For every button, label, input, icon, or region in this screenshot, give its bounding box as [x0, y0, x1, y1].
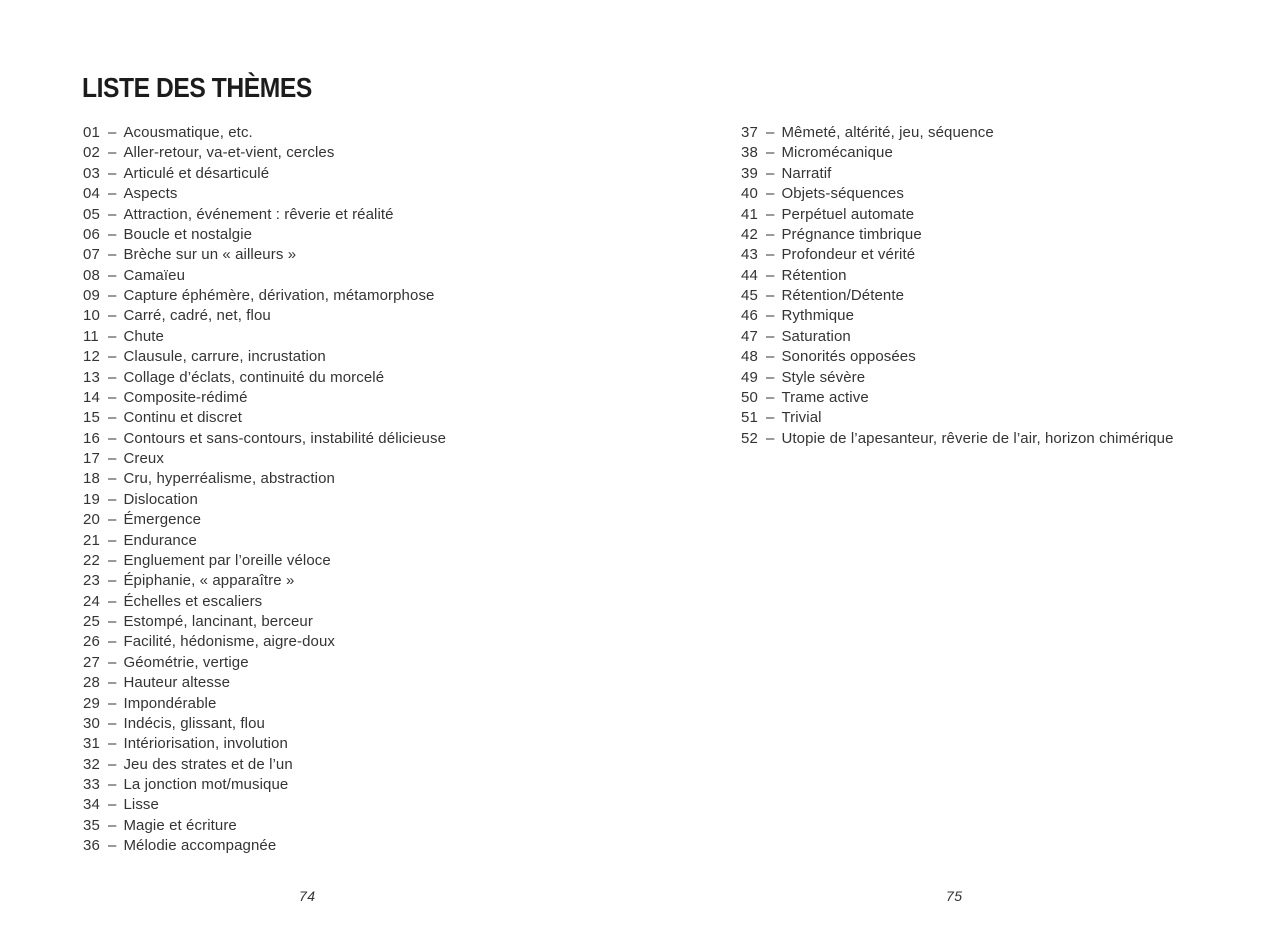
theme-separator: – — [108, 409, 117, 427]
theme-number: 36 — [83, 837, 100, 855]
theme-label: Camaïeu — [123, 266, 186, 284]
theme-item — [83, 327, 446, 347]
theme-separator: – — [108, 551, 117, 569]
theme-label: Objets-séquences — [781, 185, 904, 203]
theme-label: Sonorités opposées — [781, 348, 916, 366]
theme-label: Continu et discret — [123, 409, 242, 427]
theme-separator: – — [766, 287, 775, 304]
theme-number: 30 — [83, 714, 100, 732]
theme-item — [83, 429, 446, 449]
theme-number: 26 — [83, 633, 100, 651]
theme-separator: – — [108, 185, 117, 203]
themes-list-left — [83, 123, 446, 857]
theme-label: Épiphanie, « apparaître » — [123, 572, 295, 590]
theme-label: Prégnance timbrique — [781, 225, 922, 243]
theme-label: Contours et sans-contours, instabilité délicieuse — [123, 429, 447, 447]
theme-label: Composite-rédimé — [123, 388, 248, 406]
theme-label: Profondeur et vérité — [781, 246, 916, 264]
theme-item — [83, 653, 446, 673]
theme-number: 07 — [83, 246, 100, 264]
theme-separator: – — [108, 164, 117, 182]
theme-separator: – — [108, 776, 117, 793]
theme-item — [83, 184, 446, 204]
theme-number: 52 — [741, 429, 758, 447]
theme-separator: – — [108, 225, 117, 243]
page-number-right: 75 — [946, 888, 963, 904]
theme-separator: – — [108, 735, 117, 753]
theme-item — [741, 429, 1174, 449]
theme-separator: – — [108, 511, 117, 529]
theme-label: Mélodie accompagnée — [123, 837, 277, 855]
theme-number: 01 — [83, 124, 100, 141]
theme-separator: – — [108, 144, 117, 162]
theme-separator: – — [108, 613, 117, 630]
theme-label: Micromécanique — [781, 144, 893, 162]
theme-label: Boucle et nostalgie — [123, 225, 253, 243]
theme-label: Perpétuel automate — [781, 205, 915, 223]
theme-item — [741, 408, 1174, 428]
theme-separator: – — [108, 490, 117, 508]
theme-separator: – — [108, 755, 117, 773]
theme-label: Rétention/Détente — [781, 287, 905, 304]
theme-label: Jeu des strates et de l’un — [123, 755, 293, 773]
theme-label: Capture éphémère, dérivation, métamorphose — [123, 287, 435, 304]
theme-number: 10 — [83, 307, 100, 325]
theme-label: Narratif — [781, 164, 832, 182]
theme-label: Engluement par l’oreille véloce — [123, 551, 331, 569]
theme-item — [83, 714, 446, 734]
theme-number: 47 — [741, 327, 758, 345]
theme-number: 08 — [83, 266, 100, 284]
theme-number: 39 — [741, 164, 758, 182]
theme-item — [83, 408, 446, 428]
theme-item — [83, 632, 446, 652]
theme-label: Rythmique — [781, 307, 855, 325]
theme-number: 13 — [83, 368, 100, 386]
theme-number: 20 — [83, 511, 100, 529]
theme-item — [83, 836, 446, 856]
theme-label: Hauteur altesse — [123, 674, 231, 692]
theme-separator: – — [766, 327, 775, 345]
theme-separator: – — [108, 694, 117, 712]
theme-label: Collage d’éclats, continuité du morcelé — [123, 368, 385, 386]
theme-item — [83, 143, 446, 163]
theme-separator: – — [108, 572, 117, 590]
theme-item — [83, 449, 446, 469]
theme-number: 42 — [741, 225, 758, 243]
theme-label: Lisse — [123, 796, 159, 814]
theme-number: 14 — [83, 388, 100, 406]
theme-number: 51 — [741, 409, 758, 427]
theme-item — [741, 306, 1174, 326]
theme-item — [83, 673, 446, 693]
theme-number: 50 — [741, 388, 758, 406]
theme-separator: – — [108, 633, 117, 651]
theme-separator: – — [108, 592, 117, 610]
theme-number: 45 — [741, 287, 758, 304]
theme-label: Utopie de l’apesanteur, rêverie de l’air, horizon chimérique — [781, 429, 1174, 447]
theme-item — [83, 531, 446, 551]
theme-separator: – — [108, 653, 117, 671]
theme-number: 34 — [83, 796, 100, 814]
theme-separator: – — [766, 164, 775, 182]
theme-item — [83, 694, 446, 714]
theme-separator: – — [108, 307, 117, 325]
theme-separator: – — [108, 327, 117, 345]
theme-separator: – — [766, 368, 775, 386]
theme-separator: – — [108, 470, 117, 488]
theme-item — [741, 327, 1174, 347]
theme-number: 17 — [83, 450, 100, 467]
theme-separator: – — [766, 266, 775, 284]
theme-separator: – — [108, 837, 117, 855]
theme-number: 46 — [741, 307, 758, 325]
theme-item — [83, 795, 446, 815]
theme-separator: – — [766, 348, 775, 366]
theme-number: 11 — [83, 327, 99, 345]
theme-separator: – — [766, 388, 775, 406]
theme-item — [741, 205, 1174, 225]
theme-label: Indécis, glissant, flou — [123, 714, 265, 732]
theme-label: Endurance — [123, 531, 197, 549]
theme-separator: – — [766, 225, 775, 243]
theme-separator: – — [108, 388, 117, 406]
theme-number: 16 — [83, 429, 100, 447]
theme-label: Aspects — [123, 185, 178, 203]
page-number-left: 74 — [299, 888, 316, 904]
theme-label: Géométrie, vertige — [123, 653, 249, 671]
theme-label: Carré, cadré, net, flou — [123, 307, 271, 325]
theme-separator: – — [108, 266, 117, 284]
theme-item — [83, 286, 446, 306]
theme-label: Aller-retour, va-et-vient, cercles — [123, 144, 335, 162]
theme-item — [741, 123, 1174, 143]
theme-separator: – — [108, 368, 117, 386]
theme-separator: – — [766, 185, 775, 203]
theme-label: Trivial — [781, 409, 822, 427]
themes-list-right — [741, 123, 1174, 449]
theme-item — [83, 612, 446, 632]
theme-number: 27 — [83, 653, 100, 671]
theme-number: 21 — [83, 531, 100, 549]
theme-number: 04 — [83, 185, 100, 203]
theme-separator: – — [766, 307, 775, 325]
theme-label: Dislocation — [123, 490, 198, 508]
theme-label: La jonction mot/musique — [123, 776, 289, 793]
theme-label: Trame active — [781, 388, 869, 406]
theme-separator: – — [108, 348, 117, 366]
theme-number: 43 — [741, 246, 758, 264]
theme-item — [83, 490, 446, 510]
theme-number: 44 — [741, 266, 758, 284]
theme-label: Cru, hyperréalisme, abstraction — [123, 470, 335, 488]
theme-item — [83, 510, 446, 530]
theme-item — [83, 816, 446, 836]
theme-item — [83, 388, 446, 408]
theme-separator: – — [108, 287, 117, 304]
theme-number: 48 — [741, 348, 758, 366]
theme-number: 12 — [83, 348, 100, 366]
theme-separator: – — [108, 429, 117, 447]
theme-label: Style sévère — [781, 368, 866, 386]
theme-separator: – — [108, 124, 117, 141]
theme-separator: – — [766, 124, 775, 141]
theme-item — [83, 225, 446, 245]
theme-label: Impondérable — [123, 694, 217, 712]
theme-item — [83, 755, 446, 775]
theme-number: 24 — [83, 592, 100, 610]
theme-number: 33 — [83, 776, 100, 793]
theme-label: Intériorisation, involution — [123, 735, 288, 753]
theme-label: Échelles et escaliers — [123, 592, 263, 610]
theme-item — [83, 469, 446, 489]
theme-number: 49 — [741, 368, 758, 386]
theme-label: Mêmeté, altérité, jeu, séquence — [781, 124, 994, 141]
theme-label: Rétention — [781, 266, 847, 284]
theme-number: 41 — [741, 205, 758, 223]
theme-item — [741, 225, 1174, 245]
theme-item — [83, 245, 446, 265]
theme-item — [741, 184, 1174, 204]
theme-number: 40 — [741, 185, 758, 203]
theme-number: 09 — [83, 287, 100, 304]
theme-label: Clausule, carrure, incrustation — [123, 348, 326, 366]
theme-label: Émergence — [123, 511, 202, 529]
theme-item — [83, 164, 446, 184]
theme-item — [741, 245, 1174, 265]
theme-number: 05 — [83, 205, 100, 223]
theme-item — [741, 368, 1174, 388]
theme-number: 32 — [83, 755, 100, 773]
theme-item — [83, 266, 446, 286]
theme-number: 28 — [83, 674, 100, 692]
theme-separator: – — [766, 409, 775, 427]
theme-separator: – — [108, 674, 117, 692]
theme-separator: – — [766, 429, 775, 447]
theme-number: 35 — [83, 816, 100, 834]
theme-number: 03 — [83, 164, 100, 182]
theme-item — [741, 388, 1174, 408]
theme-number: 29 — [83, 694, 100, 712]
theme-item — [83, 551, 446, 571]
theme-item — [83, 775, 446, 795]
theme-item — [741, 164, 1174, 184]
theme-separator: – — [108, 531, 117, 549]
theme-number: 15 — [83, 409, 100, 427]
theme-separator: – — [766, 205, 775, 223]
theme-label: Brèche sur un « ailleurs » — [123, 246, 297, 264]
theme-separator: – — [108, 816, 117, 834]
theme-label: Facilité, hédonisme, aigre-doux — [123, 633, 335, 651]
theme-item — [83, 571, 446, 591]
theme-separator: – — [108, 246, 117, 264]
theme-label: Estompé, lancinant, berceur — [123, 613, 313, 630]
theme-separator: – — [108, 450, 117, 467]
theme-label: Chute — [123, 327, 164, 345]
theme-item — [83, 347, 446, 367]
theme-separator: – — [766, 246, 775, 264]
theme-number: 06 — [83, 225, 100, 243]
theme-item — [741, 266, 1174, 286]
theme-number: 22 — [83, 551, 100, 569]
theme-item — [83, 734, 446, 754]
theme-separator: – — [108, 205, 117, 223]
theme-separator: – — [108, 714, 117, 732]
theme-item — [741, 347, 1174, 367]
theme-item — [83, 592, 446, 612]
theme-separator: – — [108, 796, 117, 814]
theme-number: 37 — [741, 124, 758, 141]
theme-item — [83, 306, 446, 326]
theme-number: 25 — [83, 613, 100, 630]
theme-number: 23 — [83, 572, 100, 590]
theme-item — [741, 143, 1174, 163]
theme-label: Acousmatique, etc. — [123, 124, 253, 141]
theme-separator: – — [766, 144, 775, 162]
theme-label: Articulé et désarticulé — [123, 164, 270, 182]
theme-item — [83, 123, 446, 143]
theme-label: Attraction, événement : rêverie et réalité — [123, 205, 394, 223]
theme-item — [83, 205, 446, 225]
theme-number: 19 — [83, 490, 100, 508]
page-title: LISTE DES THÈMES — [82, 72, 312, 103]
theme-label: Saturation — [781, 327, 851, 345]
theme-item — [83, 368, 446, 388]
theme-label: Creux — [123, 450, 164, 467]
theme-item — [741, 286, 1174, 306]
theme-label: Magie et écriture — [123, 816, 237, 834]
theme-number: 31 — [83, 735, 100, 753]
theme-number: 38 — [741, 144, 758, 162]
theme-number: 18 — [83, 470, 100, 488]
theme-number: 02 — [83, 144, 100, 162]
